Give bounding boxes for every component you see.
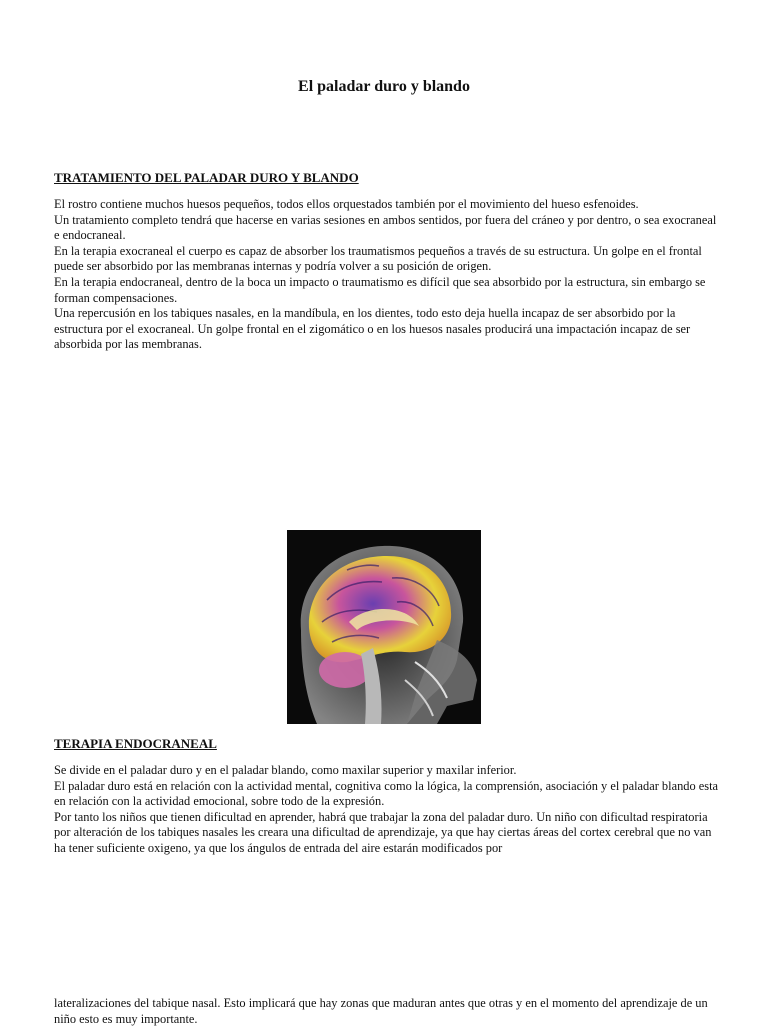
paragraph: lateralizaciones del tabique nasal. Esto implicará que hay zonas que maduran antes que otras y en el momento del aprendizaje de un niño esto es muy importante.	[54, 996, 708, 1026]
paragraph: Por tanto los niños que tienen dificultad en aprender, habrá que trabajar la zona del paladar duro. Un niño con dificultad respiratoria por alteración de los tabiques nasales les creara una dificultad de aprendizaje, ya que hay ciertas áreas del cortex cerebral que no van ha tener suficiente oxigeno, ya que los ángulos de entrada del aire estarán modificados por	[54, 809, 712, 855]
brain-mri-icon	[287, 530, 481, 724]
paragraph: En la terapia endocraneal, dentro de la boca un impacto o traumatismo es difícil que sea absorbido por la estructura, sin embargo se forman compensaciones.	[54, 274, 706, 305]
paragraph: En la terapia exocraneal el cuerpo es capaz de absorber los traumatismos pequeños a través de su estructura. Un golpe en el frontal puede ser absorbido por las membranas internas y podría volver a su posición de origen.	[54, 243, 702, 274]
section-heading-terapia-endocraneal: TERAPIA ENDOCRANEAL	[54, 736, 217, 751]
brain-mri-image	[287, 530, 481, 724]
section-body-continuation	[54, 996, 724, 1027]
paragraph: El paladar duro está en relación con la actividad mental, cognitiva como la lógica, la comprensión, asociación y el paladar blando esta en relación con la actividad emocional, sobre todo de la expresión.	[54, 778, 719, 809]
section-heading-tratamiento: TRATAMIENTO DEL PALADAR DURO Y BLANDO	[54, 170, 359, 185]
section-body-terapia-endocraneal	[54, 763, 724, 857]
paragraph: Un tratamiento completo tendrá que hacerse en varias sesiones en ambos sentidos, por fuera del cráneo y por dentro, o sea exocraneal e endocraneal.	[54, 212, 717, 243]
paragraph: Se divide en el paladar duro y en el paladar blando, como maxilar superior y maxilar inferior.	[54, 763, 517, 777]
section-body-tratamiento	[54, 197, 724, 353]
page-title: El paladar duro y blando	[298, 78, 470, 95]
paragraph: El rostro contiene muchos huesos pequeños, todos ellos orquestados también por el movimiento del hueso esfenoides.	[54, 197, 639, 211]
paragraph: Una repercusión en los tabiques nasales, en la mandíbula, en los dientes, todo esto deja huella incapaz de ser absorbido por la estructura por el exocraneal. Un golpe frontal en el zigomático o en los huesos nasales producirá una impactación incapaz de ser absorbida por las membranas.	[54, 306, 691, 352]
